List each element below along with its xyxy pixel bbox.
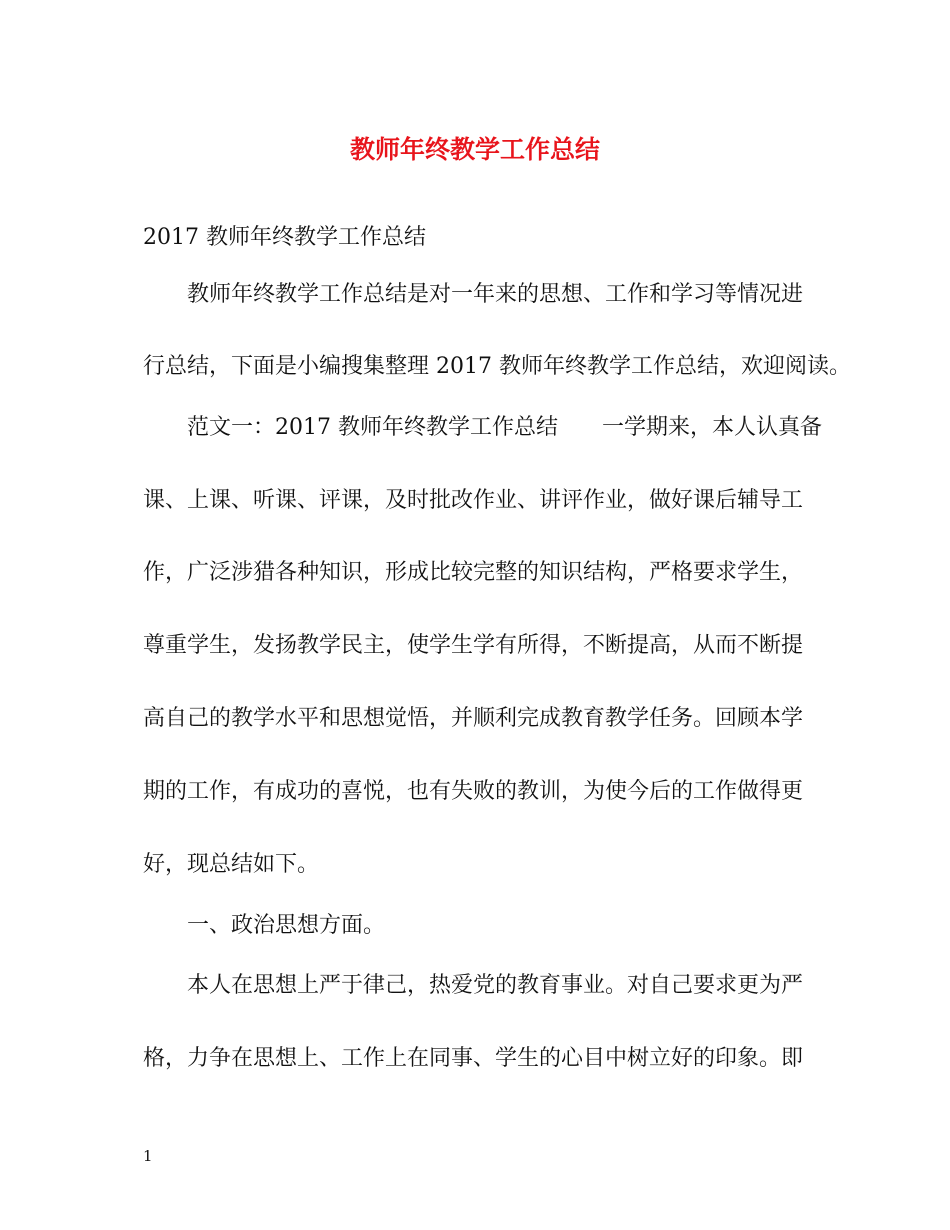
section-heading: 一、政治思想方面。 [187, 913, 386, 938]
paragraph-line: 好，现总结如下。 [143, 852, 320, 877]
paragraph-line: 教师年终教学工作总结是对一年来的思想、工作和学习等情况进 [187, 282, 804, 307]
paragraph-line: 期的工作，有成功的喜悦，也有失败的教训，为使今后的工作做得更 [143, 779, 804, 804]
paragraph-line: 范文一：2017 教师年终教学工作总结 一学期来，本人认真备 [187, 415, 822, 440]
paragraph-line: 格，力争在思想上、工作上在同事、学生的心目中树立好的印象。即 [143, 1046, 804, 1071]
paragraph-line: 行总结，下面是小编搜集整理 2017 教师年终教学工作总结，欢迎阅读。 [143, 354, 851, 379]
paragraph-line: 本人在思想上严于律己，热爱党的教育事业。对自己要求更为严 [187, 973, 804, 998]
paragraph-line: 课、上课、听课、评课，及时批改作业、讲评作业，做好课后辅导工 [143, 488, 804, 513]
paragraph-line: 高自己的教学水平和思想觉悟，并顺利完成教育教学任务。回顾本学 [143, 706, 804, 731]
paragraph-line: 作，广泛涉猎各种知识，形成比较完整的知识结构，严格要求学生， [143, 560, 804, 585]
document-title: 教师年终教学工作总结 [349, 135, 600, 164]
paragraph-line: 尊重学生，发扬教学民主，使学生学有所得，不断提高，从而不断提 [143, 633, 804, 658]
page-number: 1 [143, 1147, 153, 1165]
subtitle-line: 2017 教师年终教学工作总结 [143, 225, 426, 250]
